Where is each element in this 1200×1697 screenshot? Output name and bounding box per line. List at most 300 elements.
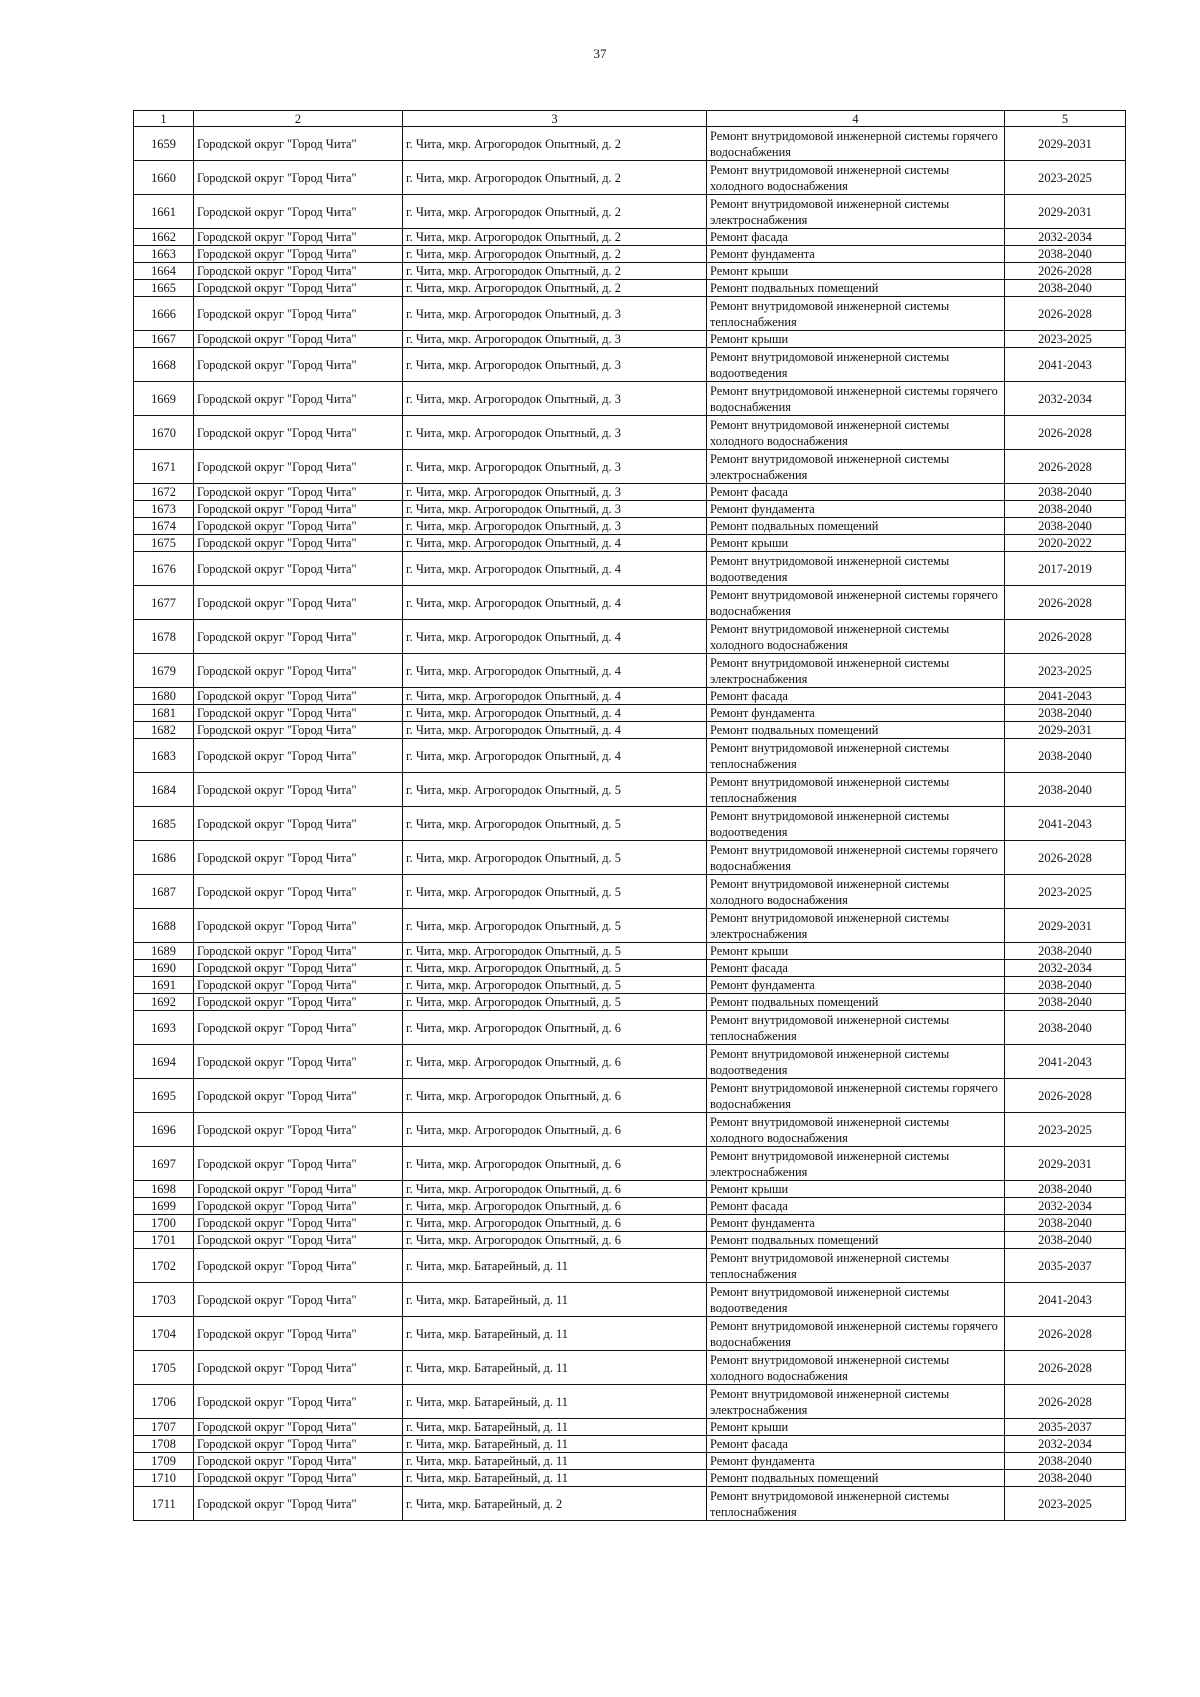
address-cell: г. Чита, мкр. Агрогородок Опытный, д. 5 bbox=[403, 841, 707, 875]
period-cell: 2038-2040 bbox=[1005, 705, 1126, 722]
row-number-cell: 1685 bbox=[134, 807, 194, 841]
row-number-cell: 1696 bbox=[134, 1113, 194, 1147]
row-number-cell: 1669 bbox=[134, 382, 194, 416]
address-cell: г. Чита, мкр. Агрогородок Опытный, д. 3 bbox=[403, 501, 707, 518]
table-row bbox=[134, 773, 1126, 807]
municipality-cell: Городской округ "Город Чита" bbox=[194, 1181, 403, 1198]
address-cell: г. Чита, мкр. Агрогородок Опытный, д. 5 bbox=[403, 943, 707, 960]
address-cell: г. Чита, мкр. Батарейный, д. 2 bbox=[403, 1487, 707, 1521]
work-type-cell: Ремонт внутридомовой инженерной системы теплоснабжения bbox=[707, 773, 1005, 807]
table-row bbox=[134, 1317, 1126, 1351]
address-cell: г. Чита, мкр. Агрогородок Опытный, д. 5 bbox=[403, 807, 707, 841]
municipality-cell: Городской округ "Город Чита" bbox=[194, 484, 403, 501]
work-type-cell: Ремонт крыши bbox=[707, 331, 1005, 348]
municipality-cell: Городской округ "Город Чита" bbox=[194, 382, 403, 416]
table-row bbox=[134, 1045, 1126, 1079]
work-type-cell: Ремонт фундамента bbox=[707, 977, 1005, 994]
period-cell: 2029-2031 bbox=[1005, 1147, 1126, 1181]
period-cell: 2041-2043 bbox=[1005, 807, 1126, 841]
address-cell: г. Чита, мкр. Агрогородок Опытный, д. 3 bbox=[403, 518, 707, 535]
table-row bbox=[134, 1232, 1126, 1249]
address-cell: г. Чита, мкр. Агрогородок Опытный, д. 4 bbox=[403, 739, 707, 773]
period-cell: 2023-2025 bbox=[1005, 1487, 1126, 1521]
column-header-2: 2 bbox=[194, 111, 403, 127]
address-cell: г. Чита, мкр. Батарейный, д. 11 bbox=[403, 1351, 707, 1385]
row-number-cell: 1692 bbox=[134, 994, 194, 1011]
period-cell: 2038-2040 bbox=[1005, 501, 1126, 518]
column-header-1: 1 bbox=[134, 111, 194, 127]
address-cell: г. Чита, мкр. Агрогородок Опытный, д. 5 bbox=[403, 977, 707, 994]
table-row bbox=[134, 1283, 1126, 1317]
period-cell: 2023-2025 bbox=[1005, 161, 1126, 195]
municipality-cell: Городской округ "Город Чита" bbox=[194, 1317, 403, 1351]
address-cell: г. Чита, мкр. Батарейный, д. 11 bbox=[403, 1385, 707, 1419]
table-row bbox=[134, 1113, 1126, 1147]
row-number-cell: 1660 bbox=[134, 161, 194, 195]
municipality-cell: Городской округ "Город Чита" bbox=[194, 535, 403, 552]
municipality-cell: Городской округ "Город Чита" bbox=[194, 297, 403, 331]
period-cell: 2038-2040 bbox=[1005, 977, 1126, 994]
address-cell: г. Чита, мкр. Агрогородок Опытный, д. 6 bbox=[403, 1181, 707, 1198]
municipality-cell: Городской округ "Город Чита" bbox=[194, 127, 403, 161]
municipality-cell: Городской округ "Город Чита" bbox=[194, 501, 403, 518]
row-number-cell: 1674 bbox=[134, 518, 194, 535]
municipality-cell: Городской округ "Город Чита" bbox=[194, 654, 403, 688]
period-cell: 2020-2022 bbox=[1005, 535, 1126, 552]
table-row bbox=[134, 161, 1126, 195]
municipality-cell: Городской округ "Город Чита" bbox=[194, 841, 403, 875]
municipality-cell: Городской округ "Город Чита" bbox=[194, 1198, 403, 1215]
table-row bbox=[134, 297, 1126, 331]
row-number-cell: 1668 bbox=[134, 348, 194, 382]
table-row bbox=[134, 1147, 1126, 1181]
municipality-cell: Городской округ "Город Чита" bbox=[194, 1079, 403, 1113]
period-cell: 2038-2040 bbox=[1005, 280, 1126, 297]
municipality-cell: Городской округ "Город Чита" bbox=[194, 722, 403, 739]
address-cell: г. Чита, мкр. Агрогородок Опытный, д. 3 bbox=[403, 382, 707, 416]
work-type-cell: Ремонт фасада bbox=[707, 960, 1005, 977]
address-cell: г. Чита, мкр. Батарейный, д. 11 bbox=[403, 1283, 707, 1317]
row-number-cell: 1710 bbox=[134, 1470, 194, 1487]
period-cell: 2029-2031 bbox=[1005, 909, 1126, 943]
row-number-cell: 1711 bbox=[134, 1487, 194, 1521]
municipality-cell: Городской округ "Город Чита" bbox=[194, 1232, 403, 1249]
table-row bbox=[134, 1249, 1126, 1283]
row-number-cell: 1663 bbox=[134, 246, 194, 263]
address-cell: г. Чита, мкр. Агрогородок Опытный, д. 6 bbox=[403, 1011, 707, 1045]
work-type-cell: Ремонт внутридомовой инженерной системы горячего водоснабжения bbox=[707, 1079, 1005, 1113]
work-type-cell: Ремонт внутридомовой инженерной системы горячего водоснабжения bbox=[707, 382, 1005, 416]
row-number-cell: 1700 bbox=[134, 1215, 194, 1232]
period-cell: 2026-2028 bbox=[1005, 450, 1126, 484]
table-row bbox=[134, 331, 1126, 348]
work-type-cell: Ремонт крыши bbox=[707, 1181, 1005, 1198]
municipality-cell: Городской округ "Город Чита" bbox=[194, 518, 403, 535]
row-number-cell: 1694 bbox=[134, 1045, 194, 1079]
address-cell: г. Чита, мкр. Агрогородок Опытный, д. 4 bbox=[403, 654, 707, 688]
work-type-cell: Ремонт фундамента bbox=[707, 1453, 1005, 1470]
address-cell: г. Чита, мкр. Агрогородок Опытный, д. 5 bbox=[403, 875, 707, 909]
work-type-cell: Ремонт подвальных помещений bbox=[707, 994, 1005, 1011]
period-cell: 2023-2025 bbox=[1005, 875, 1126, 909]
municipality-cell: Городской округ "Город Чита" bbox=[194, 246, 403, 263]
period-cell: 2038-2040 bbox=[1005, 943, 1126, 960]
table-row bbox=[134, 705, 1126, 722]
row-number-cell: 1662 bbox=[134, 229, 194, 246]
work-type-cell: Ремонт внутридомовой инженерной системы теплоснабжения bbox=[707, 1487, 1005, 1521]
period-cell: 2026-2028 bbox=[1005, 1351, 1126, 1385]
table-row bbox=[134, 280, 1126, 297]
address-cell: г. Чита, мкр. Агрогородок Опытный, д. 6 bbox=[403, 1079, 707, 1113]
period-cell: 2038-2040 bbox=[1005, 1011, 1126, 1045]
table-row bbox=[134, 1198, 1126, 1215]
row-number-cell: 1687 bbox=[134, 875, 194, 909]
table-row bbox=[134, 535, 1126, 552]
period-cell: 2038-2040 bbox=[1005, 1215, 1126, 1232]
work-type-cell: Ремонт внутридомовой инженерной системы холодного водоснабжения bbox=[707, 1113, 1005, 1147]
table-row bbox=[134, 382, 1126, 416]
work-type-cell: Ремонт внутридомовой инженерной системы горячего водоснабжения bbox=[707, 127, 1005, 161]
row-number-cell: 1670 bbox=[134, 416, 194, 450]
period-cell: 2032-2034 bbox=[1005, 1436, 1126, 1453]
table-row bbox=[134, 807, 1126, 841]
municipality-cell: Городской округ "Город Чита" bbox=[194, 348, 403, 382]
address-cell: г. Чита, мкр. Агрогородок Опытный, д. 2 bbox=[403, 246, 707, 263]
municipality-cell: Городской округ "Город Чита" bbox=[194, 450, 403, 484]
period-cell: 2017-2019 bbox=[1005, 552, 1126, 586]
row-number-cell: 1683 bbox=[134, 739, 194, 773]
address-cell: г. Чита, мкр. Батарейный, д. 11 bbox=[403, 1317, 707, 1351]
work-type-cell: Ремонт подвальных помещений bbox=[707, 1470, 1005, 1487]
period-cell: 2032-2034 bbox=[1005, 229, 1126, 246]
row-number-cell: 1686 bbox=[134, 841, 194, 875]
municipality-cell: Городской округ "Город Чита" bbox=[194, 1045, 403, 1079]
row-number-cell: 1695 bbox=[134, 1079, 194, 1113]
table-row bbox=[134, 654, 1126, 688]
period-cell: 2026-2028 bbox=[1005, 841, 1126, 875]
table-row bbox=[134, 246, 1126, 263]
work-type-cell: Ремонт внутридомовой инженерной системы водоотведения bbox=[707, 807, 1005, 841]
work-type-cell: Ремонт внутридомовой инженерной системы холодного водоснабжения bbox=[707, 620, 1005, 654]
work-type-cell: Ремонт внутридомовой инженерной системы электроснабжения bbox=[707, 1385, 1005, 1419]
address-cell: г. Чита, мкр. Агрогородок Опытный, д. 2 bbox=[403, 161, 707, 195]
table-row bbox=[134, 722, 1126, 739]
work-type-cell: Ремонт внутридомовой инженерной системы электроснабжения bbox=[707, 195, 1005, 229]
period-cell: 2029-2031 bbox=[1005, 722, 1126, 739]
municipality-cell: Городской округ "Город Чита" bbox=[194, 1436, 403, 1453]
municipality-cell: Городской округ "Город Чита" bbox=[194, 331, 403, 348]
row-number-cell: 1684 bbox=[134, 773, 194, 807]
table-row bbox=[134, 1079, 1126, 1113]
municipality-cell: Городской округ "Город Чита" bbox=[194, 1283, 403, 1317]
address-cell: г. Чита, мкр. Агрогородок Опытный, д. 2 bbox=[403, 195, 707, 229]
column-header-4: 4 bbox=[707, 111, 1005, 127]
row-number-cell: 1703 bbox=[134, 1283, 194, 1317]
address-cell: г. Чита, мкр. Агрогородок Опытный, д. 4 bbox=[403, 535, 707, 552]
municipality-cell: Городской округ "Город Чита" bbox=[194, 552, 403, 586]
row-number-cell: 1701 bbox=[134, 1232, 194, 1249]
row-number-cell: 1699 bbox=[134, 1198, 194, 1215]
municipality-cell: Городской округ "Город Чита" bbox=[194, 229, 403, 246]
work-type-cell: Ремонт внутридомовой инженерной системы электроснабжения bbox=[707, 909, 1005, 943]
table-row bbox=[134, 1487, 1126, 1521]
row-number-cell: 1675 bbox=[134, 535, 194, 552]
address-cell: г. Чита, мкр. Агрогородок Опытный, д. 5 bbox=[403, 773, 707, 807]
municipality-cell: Городской округ "Город Чита" bbox=[194, 909, 403, 943]
work-type-cell: Ремонт внутридомовой инженерной системы водоотведения bbox=[707, 1283, 1005, 1317]
period-cell: 2032-2034 bbox=[1005, 960, 1126, 977]
work-type-cell: Ремонт внутридомовой инженерной системы холодного водоснабжения bbox=[707, 416, 1005, 450]
work-type-cell: Ремонт фундамента bbox=[707, 1215, 1005, 1232]
municipality-cell: Городской округ "Город Чита" bbox=[194, 1351, 403, 1385]
address-cell: г. Чита, мкр. Агрогородок Опытный, д. 2 bbox=[403, 127, 707, 161]
table-row bbox=[134, 263, 1126, 280]
period-cell: 2023-2025 bbox=[1005, 654, 1126, 688]
row-number-cell: 1666 bbox=[134, 297, 194, 331]
address-cell: г. Чита, мкр. Агрогородок Опытный, д. 2 bbox=[403, 263, 707, 280]
work-type-cell: Ремонт внутридомовой инженерной системы теплоснабжения bbox=[707, 1011, 1005, 1045]
address-cell: г. Чита, мкр. Батарейный, д. 11 bbox=[403, 1249, 707, 1283]
table-row bbox=[134, 1470, 1126, 1487]
period-cell: 2041-2043 bbox=[1005, 1283, 1126, 1317]
municipality-cell: Городской округ "Город Чита" bbox=[194, 280, 403, 297]
row-number-cell: 1665 bbox=[134, 280, 194, 297]
work-type-cell: Ремонт внутридомовой инженерной системы теплоснабжения bbox=[707, 739, 1005, 773]
municipality-cell: Городской округ "Город Чита" bbox=[194, 195, 403, 229]
address-cell: г. Чита, мкр. Агрогородок Опытный, д. 4 bbox=[403, 620, 707, 654]
work-type-cell: Ремонт внутридомовой инженерной системы горячего водоснабжения bbox=[707, 586, 1005, 620]
period-cell: 2038-2040 bbox=[1005, 484, 1126, 501]
work-type-cell: Ремонт внутридомовой инженерной системы электроснабжения bbox=[707, 654, 1005, 688]
work-type-cell: Ремонт фундамента bbox=[707, 246, 1005, 263]
column-header-5: 5 bbox=[1005, 111, 1126, 127]
table-row bbox=[134, 195, 1126, 229]
address-cell: г. Чита, мкр. Агрогородок Опытный, д. 3 bbox=[403, 348, 707, 382]
table-row bbox=[134, 977, 1126, 994]
table-row bbox=[134, 943, 1126, 960]
work-type-cell: Ремонт внутридомовой инженерной системы водоотведения bbox=[707, 552, 1005, 586]
row-number-cell: 1702 bbox=[134, 1249, 194, 1283]
work-type-cell: Ремонт крыши bbox=[707, 943, 1005, 960]
work-type-cell: Ремонт внутридомовой инженерной системы холодного водоснабжения bbox=[707, 1351, 1005, 1385]
table-row bbox=[134, 484, 1126, 501]
period-cell: 2035-2037 bbox=[1005, 1249, 1126, 1283]
row-number-cell: 1673 bbox=[134, 501, 194, 518]
table-row bbox=[134, 450, 1126, 484]
row-number-cell: 1709 bbox=[134, 1453, 194, 1470]
row-number-cell: 1698 bbox=[134, 1181, 194, 1198]
address-cell: г. Чита, мкр. Агрогородок Опытный, д. 5 bbox=[403, 960, 707, 977]
municipality-cell: Городской округ "Город Чита" bbox=[194, 960, 403, 977]
row-number-cell: 1679 bbox=[134, 654, 194, 688]
table-body bbox=[134, 111, 1126, 1521]
municipality-cell: Городской округ "Город Чита" bbox=[194, 943, 403, 960]
work-type-cell: Ремонт фасада bbox=[707, 229, 1005, 246]
municipality-cell: Городской округ "Город Чита" bbox=[194, 807, 403, 841]
work-type-cell: Ремонт внутридомовой инженерной системы электроснабжения bbox=[707, 1147, 1005, 1181]
page-number: 37 bbox=[593, 46, 607, 61]
address-cell: г. Чита, мкр. Агрогородок Опытный, д. 6 bbox=[403, 1198, 707, 1215]
work-type-cell: Ремонт фундамента bbox=[707, 705, 1005, 722]
table-row bbox=[134, 1419, 1126, 1436]
table-row bbox=[134, 1351, 1126, 1385]
period-cell: 2026-2028 bbox=[1005, 1079, 1126, 1113]
row-number-cell: 1681 bbox=[134, 705, 194, 722]
period-cell: 2026-2028 bbox=[1005, 1317, 1126, 1351]
municipality-cell: Городской округ "Город Чита" bbox=[194, 586, 403, 620]
table-row bbox=[134, 1011, 1126, 1045]
row-number-cell: 1706 bbox=[134, 1385, 194, 1419]
address-cell: г. Чита, мкр. Агрогородок Опытный, д. 5 bbox=[403, 994, 707, 1011]
period-cell: 2029-2031 bbox=[1005, 195, 1126, 229]
work-type-cell: Ремонт фундамента bbox=[707, 501, 1005, 518]
row-number-cell: 1691 bbox=[134, 977, 194, 994]
table-row bbox=[134, 416, 1126, 450]
period-cell: 2038-2040 bbox=[1005, 1470, 1126, 1487]
municipality-cell: Городской округ "Город Чита" bbox=[194, 1419, 403, 1436]
address-cell: г. Чита, мкр. Агрогородок Опытный, д. 3 bbox=[403, 450, 707, 484]
municipality-cell: Городской округ "Город Чита" bbox=[194, 1215, 403, 1232]
municipality-cell: Городской округ "Город Чита" bbox=[194, 263, 403, 280]
table-row bbox=[134, 1385, 1126, 1419]
municipality-cell: Городской округ "Город Чита" bbox=[194, 1113, 403, 1147]
period-cell: 2041-2043 bbox=[1005, 688, 1126, 705]
row-number-cell: 1693 bbox=[134, 1011, 194, 1045]
address-cell: г. Чита, мкр. Агрогородок Опытный, д. 4 bbox=[403, 586, 707, 620]
period-cell: 2032-2034 bbox=[1005, 382, 1126, 416]
address-cell: г. Чита, мкр. Агрогородок Опытный, д. 6 bbox=[403, 1113, 707, 1147]
row-number-cell: 1659 bbox=[134, 127, 194, 161]
row-number-cell: 1677 bbox=[134, 586, 194, 620]
table-row bbox=[134, 518, 1126, 535]
table-row bbox=[134, 586, 1126, 620]
period-cell: 2038-2040 bbox=[1005, 1232, 1126, 1249]
period-cell: 2026-2028 bbox=[1005, 416, 1126, 450]
address-cell: г. Чита, мкр. Агрогородок Опытный, д. 4 bbox=[403, 722, 707, 739]
period-cell: 2032-2034 bbox=[1005, 1198, 1126, 1215]
row-number-cell: 1697 bbox=[134, 1147, 194, 1181]
row-number-cell: 1661 bbox=[134, 195, 194, 229]
work-type-cell: Ремонт внутридомовой инженерной системы водоотведения bbox=[707, 348, 1005, 382]
work-type-cell: Ремонт внутридомовой инженерной системы теплоснабжения bbox=[707, 297, 1005, 331]
table-row bbox=[134, 1181, 1126, 1198]
address-cell: г. Чита, мкр. Агрогородок Опытный, д. 2 bbox=[403, 280, 707, 297]
work-type-cell: Ремонт крыши bbox=[707, 1419, 1005, 1436]
work-type-cell: Ремонт подвальных помещений bbox=[707, 1232, 1005, 1249]
table-row bbox=[134, 127, 1126, 161]
address-cell: г. Чита, мкр. Агрогородок Опытный, д. 2 bbox=[403, 229, 707, 246]
municipality-cell: Городской округ "Город Чита" bbox=[194, 1385, 403, 1419]
address-cell: г. Чита, мкр. Агрогородок Опытный, д. 6 bbox=[403, 1045, 707, 1079]
municipality-cell: Городской округ "Город Чита" bbox=[194, 416, 403, 450]
row-number-cell: 1705 bbox=[134, 1351, 194, 1385]
table-row bbox=[134, 960, 1126, 977]
work-type-cell: Ремонт фасада bbox=[707, 1198, 1005, 1215]
table-row bbox=[134, 1436, 1126, 1453]
work-type-cell: Ремонт подвальных помещений bbox=[707, 518, 1005, 535]
table-header-row bbox=[134, 111, 1126, 127]
municipality-cell: Городской округ "Город Чита" bbox=[194, 705, 403, 722]
period-cell: 2023-2025 bbox=[1005, 1113, 1126, 1147]
work-type-cell: Ремонт внутридомовой инженерной системы холодного водоснабжения bbox=[707, 161, 1005, 195]
row-number-cell: 1680 bbox=[134, 688, 194, 705]
period-cell: 2026-2028 bbox=[1005, 263, 1126, 280]
period-cell: 2023-2025 bbox=[1005, 331, 1126, 348]
address-cell: г. Чита, мкр. Батарейный, д. 11 bbox=[403, 1436, 707, 1453]
table-row bbox=[134, 501, 1126, 518]
period-cell: 2041-2043 bbox=[1005, 348, 1126, 382]
table-row bbox=[134, 1453, 1126, 1470]
address-cell: г. Чита, мкр. Батарейный, д. 11 bbox=[403, 1419, 707, 1436]
row-number-cell: 1708 bbox=[134, 1436, 194, 1453]
work-type-cell: Ремонт внутридомовой инженерной системы холодного водоснабжения bbox=[707, 875, 1005, 909]
table-row bbox=[134, 348, 1126, 382]
row-number-cell: 1707 bbox=[134, 1419, 194, 1436]
period-cell: 2038-2040 bbox=[1005, 246, 1126, 263]
period-cell: 2038-2040 bbox=[1005, 773, 1126, 807]
table-row bbox=[134, 841, 1126, 875]
table-row bbox=[134, 552, 1126, 586]
work-type-cell: Ремонт внутридомовой инженерной системы водоотведения bbox=[707, 1045, 1005, 1079]
work-type-cell: Ремонт внутридомовой инженерной системы электроснабжения bbox=[707, 450, 1005, 484]
repair-schedule-table bbox=[133, 110, 1126, 1521]
municipality-cell: Городской округ "Город Чита" bbox=[194, 1470, 403, 1487]
municipality-cell: Городской округ "Город Чита" bbox=[194, 773, 403, 807]
row-number-cell: 1667 bbox=[134, 331, 194, 348]
work-type-cell: Ремонт крыши bbox=[707, 535, 1005, 552]
address-cell: г. Чита, мкр. Батарейный, д. 11 bbox=[403, 1470, 707, 1487]
table-row bbox=[134, 229, 1126, 246]
address-cell: г. Чита, мкр. Агрогородок Опытный, д. 4 bbox=[403, 688, 707, 705]
table-row bbox=[134, 620, 1126, 654]
work-type-cell: Ремонт фасада bbox=[707, 688, 1005, 705]
period-cell: 2041-2043 bbox=[1005, 1045, 1126, 1079]
table-row bbox=[134, 875, 1126, 909]
row-number-cell: 1704 bbox=[134, 1317, 194, 1351]
work-type-cell: Ремонт крыши bbox=[707, 263, 1005, 280]
municipality-cell: Городской округ "Город Чита" bbox=[194, 1011, 403, 1045]
municipality-cell: Городской округ "Город Чита" bbox=[194, 620, 403, 654]
address-cell: г. Чита, мкр. Агрогородок Опытный, д. 3 bbox=[403, 297, 707, 331]
row-number-cell: 1664 bbox=[134, 263, 194, 280]
period-cell: 2038-2040 bbox=[1005, 739, 1126, 773]
work-type-cell: Ремонт фасада bbox=[707, 484, 1005, 501]
period-cell: 2026-2028 bbox=[1005, 620, 1126, 654]
municipality-cell: Городской округ "Город Чита" bbox=[194, 161, 403, 195]
period-cell: 2038-2040 bbox=[1005, 994, 1126, 1011]
municipality-cell: Городской округ "Город Чита" bbox=[194, 688, 403, 705]
row-number-cell: 1672 bbox=[134, 484, 194, 501]
work-type-cell: Ремонт подвальных помещений bbox=[707, 280, 1005, 297]
address-cell: г. Чита, мкр. Агрогородок Опытный, д. 6 bbox=[403, 1232, 707, 1249]
work-type-cell: Ремонт фасада bbox=[707, 1436, 1005, 1453]
work-type-cell: Ремонт внутридомовой инженерной системы горячего водоснабжения bbox=[707, 1317, 1005, 1351]
period-cell: 2026-2028 bbox=[1005, 297, 1126, 331]
municipality-cell: Городской округ "Город Чита" bbox=[194, 1487, 403, 1521]
work-type-cell: Ремонт внутридомовой инженерной системы горячего водоснабжения bbox=[707, 841, 1005, 875]
address-cell: г. Чита, мкр. Агрогородок Опытный, д. 4 bbox=[403, 552, 707, 586]
period-cell: 2029-2031 bbox=[1005, 127, 1126, 161]
address-cell: г. Чита, мкр. Агрогородок Опытный, д. 3 bbox=[403, 416, 707, 450]
table-row bbox=[134, 688, 1126, 705]
address-cell: г. Чита, мкр. Агрогородок Опытный, д. 5 bbox=[403, 909, 707, 943]
period-cell: 2026-2028 bbox=[1005, 1385, 1126, 1419]
municipality-cell: Городской округ "Город Чита" bbox=[194, 1249, 403, 1283]
municipality-cell: Городской округ "Город Чита" bbox=[194, 739, 403, 773]
address-cell: г. Чита, мкр. Агрогородок Опытный, д. 6 bbox=[403, 1215, 707, 1232]
period-cell: 2026-2028 bbox=[1005, 586, 1126, 620]
work-type-cell: Ремонт подвальных помещений bbox=[707, 722, 1005, 739]
